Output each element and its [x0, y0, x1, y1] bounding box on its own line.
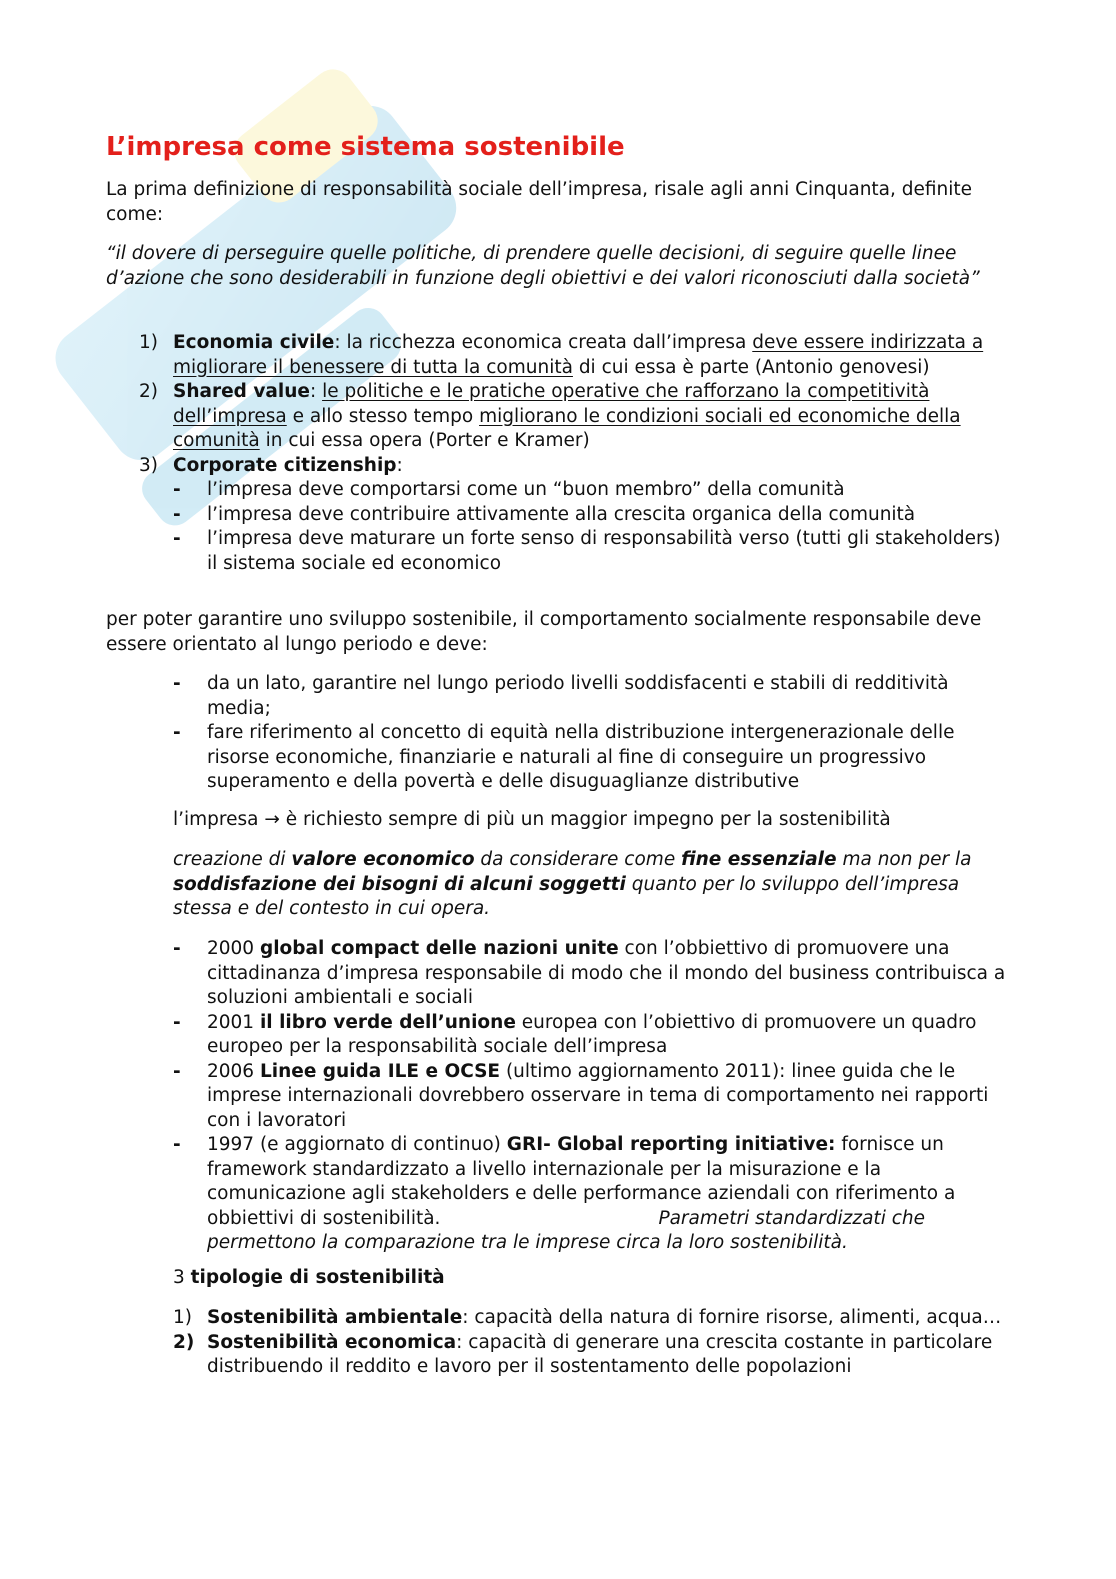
underlined-phrase: migliorano le condizioni sociali ed economiche della comunità: [173, 405, 961, 451]
list-item: - l’impresa deve maturare un forte senso di responsabilità verso (tutti gli stakeholders) il sistema sociale ed economico: [173, 528, 1001, 574]
list-item: - 1997 (e aggiornato di continuo) GRI- Global reporting initiative: fornisce un framework standardizzato a livello internazionale per la misurazione e la comunicazione agli stakeholders e delle performance aziendali con riferimento a obbiettivi di sostenibilità. Parametri standardizzati che permettono la comparazione tra le imprese circa la loro sostenibilità.: [173, 1134, 956, 1253]
list-number: 1): [173, 1307, 192, 1328]
tipologie-heading: 3 tipologie di sostenibilità: [173, 1267, 445, 1288]
intro-paragraph: La prima definizione di responsabilità sociale dell’impresa, risale agli anni Cinquanta, definite come:: [106, 179, 973, 225]
term-corporate-citizenship: Corporate citizenship: [173, 454, 397, 476]
page-title: L’impresa come sistema sostenibile: [106, 132, 625, 162]
list-item: - 2000 global compact delle nazioni unite con l’obbiettivo di promuovere una cittadinanza d’impresa responsabile di modo che il mondo del business contribuisca a soluzioni ambientali e sociali: [173, 938, 1006, 1008]
sustainability-intro: per poter garantire uno sviluppo sostenibile, il comportamento socialmente responsabile deve essere orientato al lungo periodo e deve:: [106, 609, 982, 655]
underlined-phrase: deve essere indirizzata a migliorare il benessere di tutta la comunità: [173, 332, 984, 378]
underlined-phrase: le politiche e le pratiche operative che rafforzano la competitività dell’impresa: [173, 381, 930, 427]
dash-marker: -: [173, 722, 181, 743]
dash-marker: -: [173, 673, 181, 694]
dash-marker: -: [173, 1134, 181, 1155]
list-item: 3) Corporate citizenship: - l’impresa deve comportarsi come un “buon membro” della comunità - l’impresa deve contribuire attivamente alla crescita organica della comunità - l’impresa deve maturare un forte senso di responsabilità verso (tutti gli stakeholders) il sistema sociale ed economico: [139, 454, 1006, 577]
list-item: 1) Economia civile: la ricchezza economica creata dall’impresa deve essere indirizzata a migliorare il benessere di tutta la comunità di cui essa è parte (Antonio genovesi): [139, 332, 984, 378]
creazione-paragraph: creazione di valore economico da considerare come fine essenziale ma non per la soddisfazione dei bisogni di alcuni soggetti quanto per lo sviluppo dell’impresa stessa e del contesto in cui opera.: [173, 849, 972, 919]
list-item: 2) Shared value: le politiche e le pratiche operative che rafforzano la competitività dell’impresa e allo stesso tempo migliorano le condizioni sociali ed economiche della comunità in cui essa opera (Porter e Kramer): [139, 381, 961, 451]
dash-marker: -: [173, 938, 181, 959]
list-item: 1) Sostenibilità ambientale: capacità della natura di fornire risorse, alimenti, acqua…: [173, 1306, 1006, 1331]
list-item: - fare riferimento al concetto di equità nella distribuzione intergenerazionale delle risorse economiche, finanziarie e naturali al fine di conseguire un progressivo superamento e della povertà e delle disuguaglianze distributive: [173, 722, 955, 792]
dash-marker: -: [173, 503, 181, 525]
list-item: - 2006 Linee guida ILE e OCSE (ultimo aggiornamento 2011): linee guida che le imprese internazionali dovrebbero osservare in tema di comportamento nei rapporti con i lavoratori: [173, 1060, 989, 1131]
list-item: - l’impresa deve contribuire attivamente alla crescita organica della comunità: [173, 503, 1006, 528]
tipologie-list: [173, 1306, 1006, 1380]
list-item: 2) Sostenibilità economica: capacità di generare una crescita costante in particolare distribuendo il reddito e lavoro per il sostentamento delle popolazioni: [173, 1331, 993, 1377]
sustainability-bullets: [173, 672, 1006, 795]
initiatives-list: [173, 937, 1006, 1256]
list-item: - l’impresa deve comportarsi come un “buon membro” della comunità: [173, 478, 1006, 503]
list-number: 1): [139, 332, 158, 353]
impresa-line: l’impresa → è richiesto sempre di più un maggior impegno per la sostenibilità: [173, 809, 891, 830]
list-item: - 2001 il libro verde dell’unione europea con l’obiettivo di promuovere un quadro europeo per la responsabilità sociale dell’impresa: [173, 1011, 977, 1057]
list-item: - da un lato, garantire nel lungo periodo livelli soddisfacenti e stabili di redditività media;: [173, 673, 949, 719]
list-number: 3): [139, 454, 158, 476]
definition-quote: “il dovere di perseguire quelle politiche, di prendere quelle decisioni, di seguire quelle linee d’azione che sono desiderabili in funzione degli obiettivi e dei valori riconosciuti dalla società”: [106, 243, 980, 289]
dash-marker: -: [173, 479, 181, 500]
dash-marker: -: [173, 1060, 181, 1082]
term-shared-value: Shared value: [173, 381, 310, 402]
term-economia-civile: Economia civile: [173, 332, 335, 353]
list-number: 2): [173, 1331, 195, 1353]
list-number: 2): [139, 381, 158, 402]
arrow-icon: →: [264, 809, 280, 830]
dash-marker: -: [173, 1011, 181, 1033]
dash-marker: -: [173, 528, 181, 549]
sub-bullet-list: [173, 478, 1006, 576]
definitions-list: [139, 331, 1006, 576]
